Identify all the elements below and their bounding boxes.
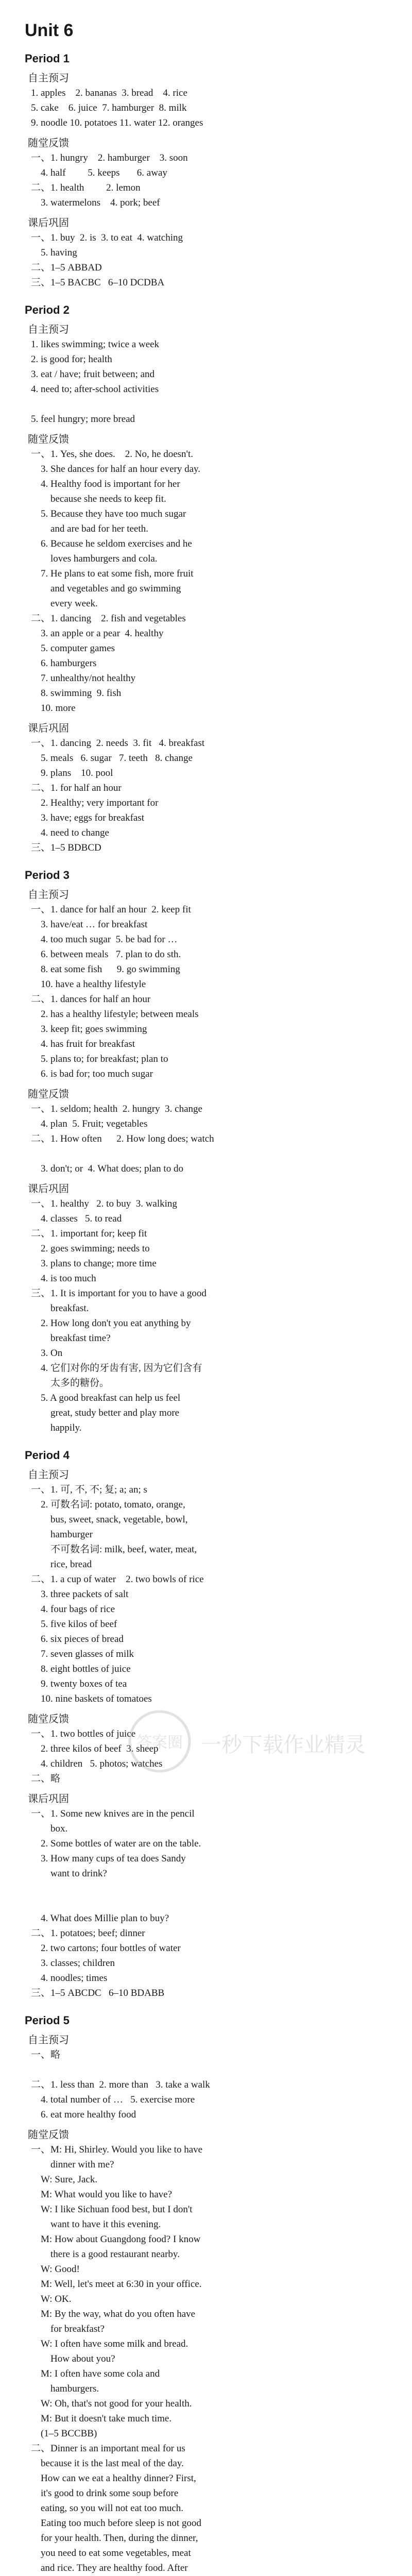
answer-line: dinner with me?	[31, 2159, 114, 2170]
answer-line: 二、1–5 ABBAD	[31, 262, 102, 273]
answer-line: and vegetables and go swimming	[31, 583, 181, 594]
answer-line: 5. cake 6. juice 7. hamburger 8. milk	[31, 103, 187, 113]
answer-line: 一、1. buy 2. is 3. to eat 4. watching	[31, 232, 183, 243]
answer-line: 3. have/eat … for breakfast	[31, 919, 148, 930]
answer-line: 7. He plans to eat some fish, more fruit	[31, 568, 194, 579]
answer-line: 10. more	[31, 703, 76, 714]
answer-line: 二、1. dances for half an hour	[31, 994, 151, 1005]
answer-line: 一、1. dance for half an hour 2. keep fit	[31, 904, 191, 915]
answer-line: 2. 可数名词: potato, tomato, orange,	[31, 1499, 185, 1510]
answer-line: M: What would you like to have?	[31, 2189, 173, 2200]
answer-line: M: Well, let's meet at 6:30 in your office.	[31, 2279, 202, 2290]
answer-line	[31, 2062, 381, 2077]
answer-line: 3. classes; children	[31, 1958, 115, 1969]
section-title: 自主预习	[28, 2035, 69, 2046]
answer-line: 8. eat some fish 9. go swimming	[31, 964, 180, 975]
period-block	[25, 2014, 381, 2576]
answer-line: 5. feel hungry; more bread	[31, 414, 135, 425]
answer-line: 2. has a healthy lifestyle; between meals	[31, 1009, 199, 1020]
section-title: 课后巩固	[28, 217, 69, 229]
answer-line: bus, sweet, snack, vegetable, bowl,	[31, 1514, 188, 1525]
answer-line: it's good to drink some soup before	[31, 2488, 179, 2499]
period-block	[25, 52, 381, 290]
answer-line	[31, 1881, 381, 1896]
answer-line: 二、1. for half an hour	[31, 783, 122, 793]
answer-line: 2. is good for; health	[31, 354, 112, 365]
answer-line: 一、1. 可, 不, 不; 复; a; an; s	[31, 1484, 147, 1495]
answer-line: 2. two cartons; four bottles of water	[31, 1943, 181, 1954]
answer-line: How about you?	[31, 2353, 115, 2364]
answer-line: 3. plans to change; more time	[31, 1258, 157, 1269]
section-title: 课后巩固	[28, 1793, 69, 1805]
answer-line: 5. Because they have too much sugar	[31, 509, 186, 519]
answer-line: 8. eight bottles of juice	[31, 1664, 131, 1674]
answer-section	[25, 2126, 381, 2576]
answer-line: 4. too much sugar 5. be bad for …	[31, 934, 178, 945]
answer-line: box.	[31, 1823, 68, 1834]
answer-line: 三、1–5 BDBCD	[31, 842, 101, 853]
answer-line: 2. How long don't you eat anything by	[31, 1318, 191, 1329]
answer-line: 二、1. dancing 2. fish and vegetables	[31, 613, 186, 624]
answer-line: want to drink?	[31, 1868, 107, 1879]
answer-line: 9. noodle 10. potatoes 11. water 12. oranges	[31, 117, 203, 128]
answer-line: want to have it this evening.	[31, 2219, 161, 2230]
answer-line: 4. need to change	[31, 827, 109, 838]
section-title: 自主预习	[28, 1469, 69, 1481]
answer-line: 3. How many cups of tea does Sandy	[31, 1853, 186, 1864]
answer-line: 3. keep fit; goes swimming	[31, 1024, 147, 1035]
period-title: Period 1	[25, 52, 70, 65]
period-title: Period 2	[25, 303, 70, 316]
answer-line: W: I like Sichuan food best, but I don't	[31, 2204, 193, 2215]
answer-line: 6. Because he seldom exercises and he	[31, 538, 192, 549]
answer-line: 二、Dinner is an important meal for us	[31, 2443, 185, 2454]
answer-line: 一、1. seldom; health 2. hungry 3. change	[31, 1104, 202, 1114]
answer-line: every week.	[31, 598, 98, 609]
answer-line: great, study better and play more	[31, 1408, 180, 1418]
answer-line: 一、1. healthy 2. to buy 3. walking	[31, 1198, 177, 1209]
answer-line: M: But it doesn't take much time.	[31, 2413, 172, 2424]
answer-section	[25, 214, 381, 290]
answer-line: 一、1. hungry 2. hamburger 3. soon	[31, 152, 188, 163]
answer-section	[25, 2031, 381, 2122]
answer-line: 三、1–5 BACBC 6–10 DCDBA	[31, 277, 165, 288]
answer-line: 8. swimming 9. fish	[31, 688, 122, 699]
answer-section	[25, 886, 381, 1081]
answer-line: 2. Healthy; very important for	[31, 798, 159, 808]
answer-line: 3. don't; or 4. What does; plan to do	[31, 1163, 183, 1174]
answer-line: 4. need to; after-school activities	[31, 384, 159, 395]
answer-line: 二、略	[31, 1773, 61, 1784]
watermark-text-1: 答案圈	[136, 1734, 183, 1752]
unit-title: Unit 6	[25, 21, 74, 40]
answer-line: 3. have; eggs for breakfast	[31, 812, 145, 823]
answer-line: 4. What does Millie plan to buy?	[31, 1913, 169, 1924]
section-title: 随堂反馈	[28, 1714, 69, 1725]
answer-line: 一、1. Some new knives are in the pencil	[31, 1808, 195, 1819]
answer-line: 5. meals 6. sugar 7. teeth 8. change	[31, 753, 193, 764]
answer-line: 3. an apple or a pear 4. healthy	[31, 628, 164, 639]
answer-line: for breakfast?	[31, 2324, 105, 2334]
period-block	[25, 303, 381, 855]
answer-line: 3. On	[31, 1348, 63, 1359]
answer-line: 6. hamburgers	[31, 658, 97, 669]
answer-line: (1–5 BCCBB)	[31, 2428, 97, 2439]
section-title: 随堂反馈	[28, 434, 69, 445]
answer-line: 一、略	[31, 2049, 61, 2060]
answer-line: 5. A good breakfast can help us feel	[31, 1393, 181, 1403]
periods-container	[25, 52, 381, 2576]
answer-section	[25, 70, 381, 130]
answer-line: 4. half 5. keeps 6. away	[31, 167, 167, 178]
section-title: 自主预习	[28, 889, 69, 901]
answer-section	[25, 1466, 381, 1706]
answer-line: 太多的糖份。	[31, 1378, 110, 1388]
answer-line: 二、1. potatoes; beef; dinner	[31, 1928, 145, 1939]
answer-line: 6. between meals 7. plan to do sth.	[31, 949, 181, 960]
answer-line: 4. 它们对你的牙齿有害, 因为它们含有	[31, 1363, 202, 1374]
answer-line: 三、1. It is important for you to have a good	[31, 1288, 207, 1299]
answer-line: 4. Healthy food is important for her	[31, 479, 180, 489]
answer-line: 三、1–5 ABCDC 6–10 BDABB	[31, 1988, 165, 1998]
answer-line: and are bad for her teeth.	[31, 523, 148, 534]
answer-line: 7. seven glasses of milk	[31, 1649, 134, 1659]
answer-line: breakfast.	[31, 1303, 89, 1314]
answer-line: 5. plans to; for breakfast; plan to	[31, 1054, 168, 1064]
answer-line: you need to eat some vegetables, meat	[31, 2548, 191, 2558]
answer-line: Eating too much before sleep is not good	[31, 2518, 201, 2529]
section-title: 自主预习	[28, 324, 69, 335]
answer-line: 不可数名词: milk, beef, water, meat,	[31, 1544, 197, 1555]
answer-line: breakfast time?	[31, 1333, 111, 1344]
answer-line: 6. is bad for; too much sugar	[31, 1069, 153, 1079]
answer-line: 4. plan 5. Fruit; vegetables	[31, 1118, 148, 1129]
answer-line: 二、1. How often 2. How long does; watch	[31, 1133, 214, 1144]
answer-line: and rice. They are healthy food. After	[31, 2563, 188, 2573]
answer-line: W: Sure, Jack.	[31, 2174, 98, 2185]
answer-line: 9. plans 10. pool	[31, 768, 113, 778]
answer-line: 5. five kilos of beef	[31, 1619, 117, 1630]
period-title: Period 3	[25, 869, 70, 882]
answer-line: 一、1. dancing 2. needs 3. fit 4. breakfast	[31, 738, 205, 749]
period-block	[25, 869, 381, 1435]
answer-line	[31, 397, 381, 412]
answer-section	[25, 1086, 381, 1176]
answer-line: 10. have a healthy lifestyle	[31, 979, 146, 990]
answer-line: M: How about Guangdong food? I know	[31, 2234, 201, 2245]
answer-section	[25, 431, 381, 716]
answer-line: W: OK.	[31, 2294, 72, 2304]
answer-line: W: I often have some milk and bread.	[31, 2338, 188, 2349]
answer-line: 一、1. two bottles of juice	[31, 1728, 136, 1739]
answer-section	[25, 1180, 381, 1435]
section-title: 课后巩固	[28, 723, 69, 734]
answer-line: 2. Some bottles of water are on the table.	[31, 1838, 201, 1849]
answer-line: 二、1. a cup of water 2. two bowls of rice	[31, 1574, 204, 1585]
answer-line: eating, so you will not eat too much.	[31, 2503, 184, 2514]
answer-section	[25, 1710, 381, 1786]
answer-line: 4. is too much	[31, 1273, 96, 1284]
answer-line: 二、1. health 2. lemon	[31, 182, 141, 193]
section-title: 随堂反馈	[28, 1089, 69, 1100]
answer-line: 7. unhealthy/not healthy	[31, 673, 136, 684]
answer-line: 3. watermelons 4. pork; beef	[31, 197, 160, 208]
answer-line: happily.	[31, 1422, 82, 1433]
answer-line: 10. nine baskets of tomatoes	[31, 1693, 152, 1704]
period-title: Period 4	[25, 1449, 70, 1462]
answer-line: 4. classes 5. to read	[31, 1213, 122, 1224]
answer-line: 6. six pieces of bread	[31, 1634, 124, 1645]
answer-line: 9. twenty boxes of tea	[31, 1679, 127, 1689]
answer-line: M: By the way, what do you often have	[31, 2309, 196, 2319]
period-title: Period 5	[25, 2014, 70, 2027]
answer-line: loves hamburgers and cola.	[31, 553, 158, 564]
answer-line: because it is the last meal of the day.	[31, 2458, 184, 2469]
answer-line: 5. computer games	[31, 643, 115, 654]
answer-line: 4. four bags of rice	[31, 1604, 115, 1615]
answer-line: 1. likes swimming; twice a week	[31, 339, 160, 350]
answer-line: W: Good!	[31, 2264, 80, 2275]
answer-line: 3. She dances for half an hour every day.	[31, 464, 201, 474]
answer-line: because she needs to keep fit.	[31, 494, 166, 504]
answer-line: 1. apples 2. bananas 3. bread 4. rice	[31, 88, 187, 98]
watermark-text-2: 一秒下载作业精灵	[201, 1733, 366, 1757]
answer-line: 4. has fruit for breakfast	[31, 1039, 135, 1049]
period-block	[25, 1449, 381, 2001]
answer-line: 6. eat more healthy food	[31, 2109, 136, 2120]
answer-section	[25, 321, 381, 427]
answer-line	[31, 1896, 381, 1911]
answer-line: 一、1. Yes, she does. 2. No, he doesn't.	[31, 449, 193, 460]
answer-line: How can we eat a healthy dinner? First,	[31, 2473, 196, 2484]
answer-line: 一、M: Hi, Shirley. Would you like to have	[31, 2144, 203, 2155]
answer-line	[31, 1146, 381, 1161]
answer-line: 4. children 5. photos; watches	[31, 1758, 163, 1769]
answer-line: hamburgers.	[31, 2383, 99, 2394]
answer-section	[25, 720, 381, 855]
answer-line: 3. three packets of salt	[31, 1589, 129, 1600]
answer-line: 5. having	[31, 247, 77, 258]
answer-line: 2. goes swimming; needs to	[31, 1243, 150, 1254]
answer-section	[25, 1790, 381, 2001]
section-title: 随堂反馈	[28, 138, 69, 149]
section-title: 随堂反馈	[28, 2129, 69, 2141]
answer-section	[25, 134, 381, 210]
answer-line: 二、1. important for; keep fit	[31, 1228, 147, 1239]
section-title: 自主预习	[28, 73, 69, 84]
answer-line: 3. eat / have; fruit between; and	[31, 369, 155, 380]
answer-line: there is a good restaurant nearby.	[31, 2249, 180, 2260]
answer-line: W: Oh, that's not good for your health.	[31, 2398, 192, 2409]
answer-line: 4. noodles; times	[31, 1973, 108, 1984]
answer-line: hamburger	[31, 1529, 93, 1540]
answer-line: for your health. Then, during the dinner,	[31, 2533, 198, 2544]
section-title: 课后巩固	[28, 1183, 69, 1195]
answer-line: 2. three kilos of beef 3. sheep	[31, 1743, 159, 1754]
answer-line: 二、1. less than 2. more than 3. take a walk	[31, 2079, 210, 2090]
answer-line: 4. total number of … 5. exercise more	[31, 2094, 195, 2105]
answer-line: M: I often have some cola and	[31, 2368, 160, 2379]
answer-line: rice, bread	[31, 1559, 92, 1570]
